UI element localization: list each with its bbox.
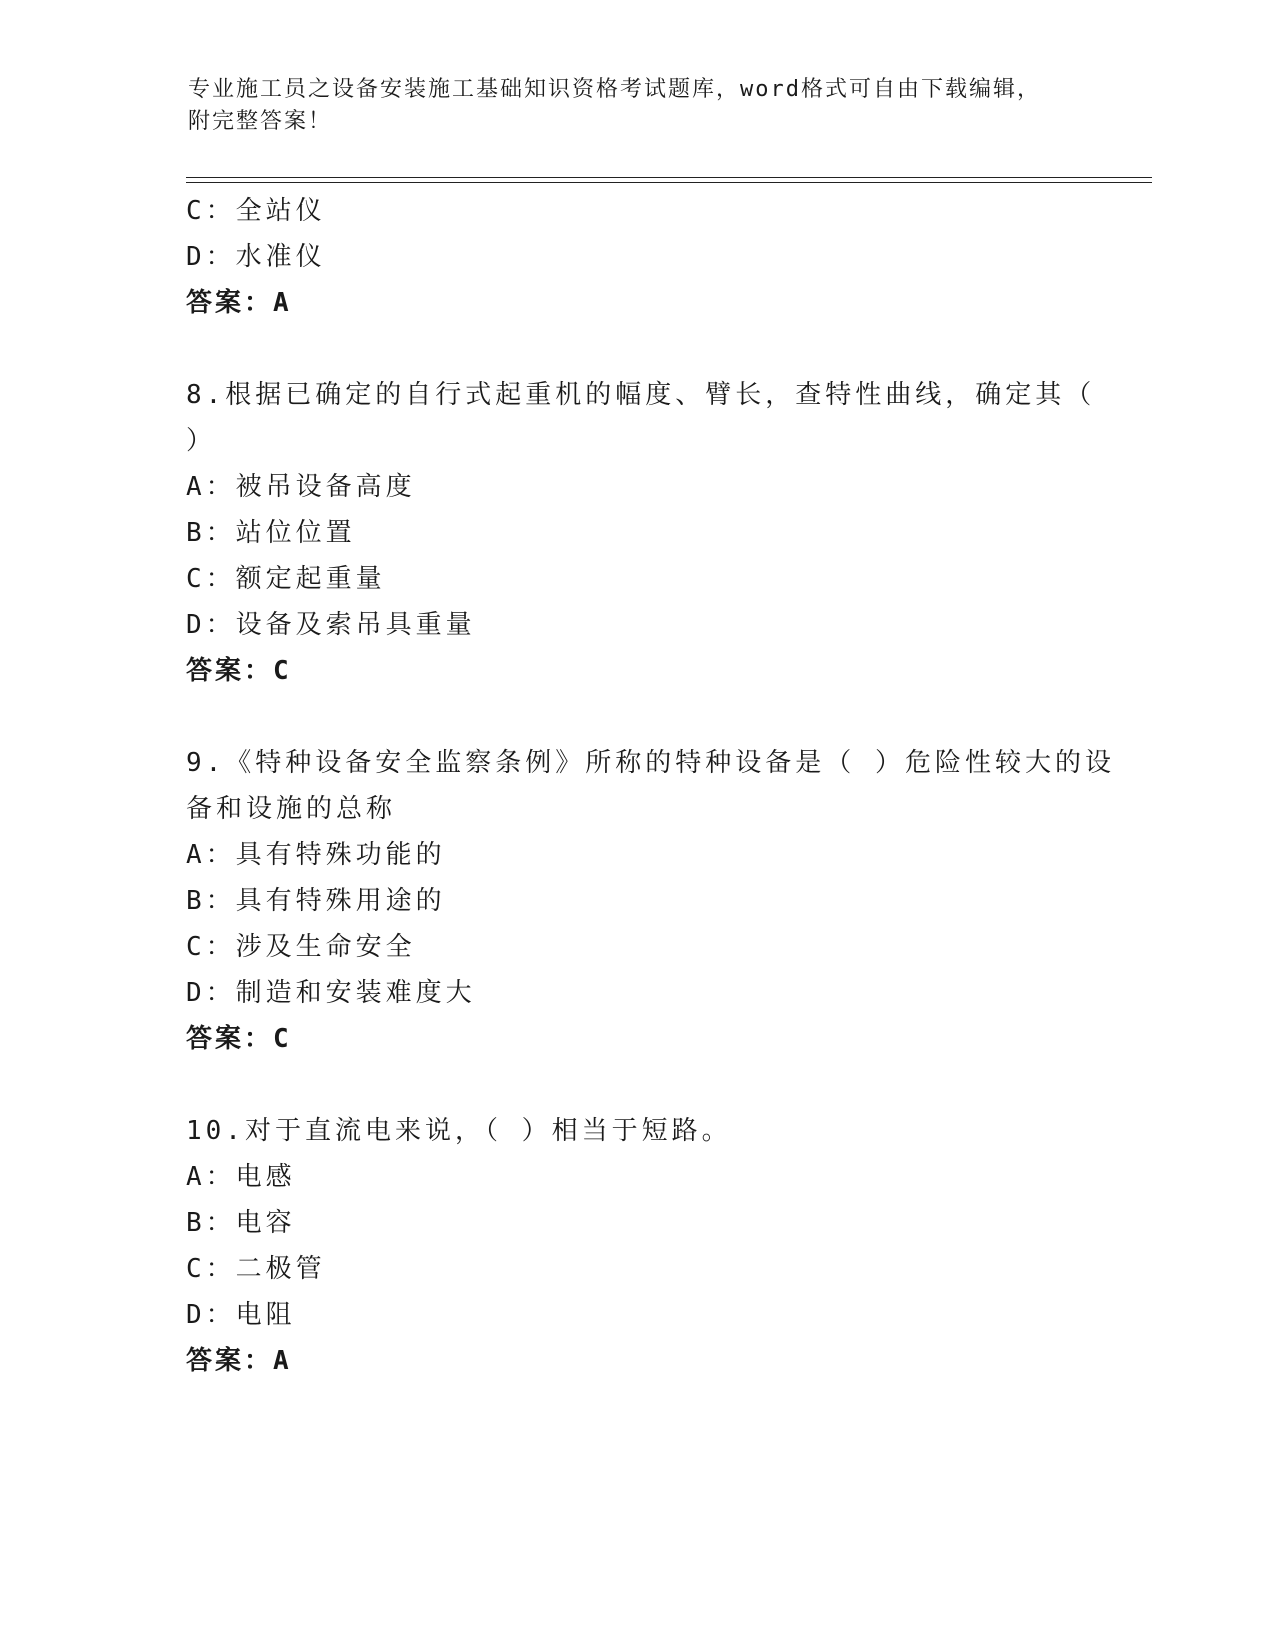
- question-text: 8.根据已确定的自行式起重机的幅度、臂长，查特性曲线，确定其（: [186, 380, 1096, 410]
- document-header: [188, 74, 1088, 138]
- header-divider-top: [186, 177, 1152, 178]
- question-10: [186, 1108, 1086, 1384]
- option-b: B：站位位置: [186, 518, 356, 548]
- option-c: C：二极管: [186, 1254, 326, 1284]
- answer-line: 答案：C: [186, 656, 292, 686]
- option-d: D：水准仪: [186, 242, 326, 272]
- option-d: D：电阻: [186, 1300, 296, 1330]
- header-line-1: 专业施工员之设备安装施工基础知识资格考试题库，word格式可自由下载编辑，: [188, 77, 1041, 102]
- question-text: 10.对于直流电来说，（ ）相当于短路。: [186, 1116, 732, 1146]
- answer-line: 答案：A: [186, 1346, 292, 1376]
- question-9: [186, 740, 1115, 1062]
- option-d: D：制造和安装难度大: [186, 978, 476, 1008]
- option-a: A：具有特殊功能的: [186, 840, 446, 870]
- option-c: C：全站仪: [186, 196, 326, 226]
- option-b: B：具有特殊用途的: [186, 886, 446, 916]
- header-divider-bottom: [186, 182, 1152, 183]
- question-8: [186, 372, 1096, 694]
- option-a: A：被吊设备高度: [186, 472, 416, 502]
- question-text-continued: 备和设施的总称: [186, 794, 397, 824]
- question-text-continued: ）: [186, 426, 217, 456]
- option-b: B：电容: [186, 1208, 296, 1238]
- question-text: 9.《特种设备安全监察条例》所称的特种设备是（ ）危险性较大的设: [186, 748, 1115, 778]
- previous-question-tail: [186, 188, 1086, 326]
- option-a: A：电感: [186, 1162, 296, 1192]
- option-c: C：涉及生命安全: [186, 932, 416, 962]
- question-list: [186, 188, 1115, 1384]
- option-c: C：额定起重量: [186, 564, 386, 594]
- option-d: D：设备及索吊具重量: [186, 610, 476, 640]
- header-line-2: 附完整答案！: [188, 109, 333, 134]
- answer-line: 答案：C: [186, 1024, 292, 1054]
- answer-line: 答案：A: [186, 288, 292, 318]
